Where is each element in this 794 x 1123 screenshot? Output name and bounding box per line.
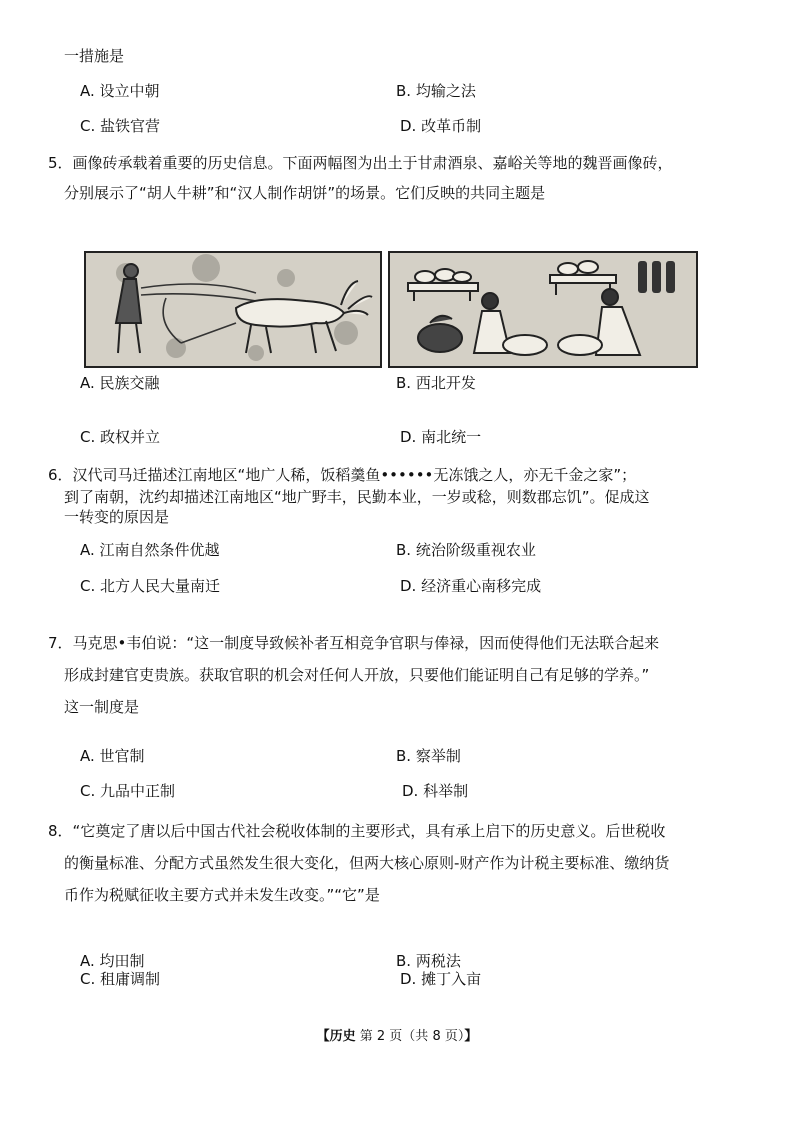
- q8-option-a: A. 均田制: [80, 952, 145, 970]
- q6-stem-line-1: 6．汉代司马迁描述江南地区“地广人稀，饭稻羹鱼••••••无冻饿之人，亦无千金之家”；: [48, 466, 637, 484]
- q6-stem-line-2: 到了南朝，沈约却描述江南地区“地广野丰，民勤本业，一岁或稔，则数郡忘饥”。促成这: [64, 488, 650, 506]
- footer-page-number: 第 2 页（共 8 页）: [355, 1029, 465, 1044]
- q5-option-d: D. 南北统一: [400, 428, 482, 446]
- footer-close-bracket: 】: [464, 1029, 478, 1044]
- q5-option-a: A. 民族交融: [80, 374, 160, 392]
- q4-option-b: B. 均输之法: [396, 82, 476, 100]
- q4-option-c: C. 盐铁官营: [80, 117, 161, 135]
- q5-option-b: B. 西北开发: [396, 374, 476, 392]
- q8-option-d: D. 摊丁入亩: [400, 970, 482, 988]
- brick-painting-making-pancakes: [388, 251, 698, 368]
- q8-option-b: B. 两税法: [396, 952, 461, 970]
- q8-option-c: C. 租庸调制: [80, 970, 161, 988]
- q7-option-d: D. 科举制: [402, 782, 469, 800]
- q7-stem-line-1: 7．马克思•韦伯说：“这一制度导致候补者互相竞争官职与俸禄，因而使得他们无法联合起来: [48, 634, 660, 652]
- page-footer: [0, 1028, 794, 1046]
- q7-option-b: B. 察举制: [396, 747, 461, 765]
- q4-option-a: A. 设立中朝: [80, 82, 160, 100]
- q7-option-a: A. 世官制: [80, 747, 145, 765]
- q6-option-c: C. 北方人民大量南迁: [80, 577, 221, 595]
- q6-option-a: A. 江南自然条件优越: [80, 541, 220, 559]
- q7-stem-line-3: 这一制度是: [64, 698, 140, 716]
- q4-stem-tail: 一措施是: [64, 47, 125, 65]
- q8-stem-line-1: 8．“它奠定了唐以后中国古代社会税收体制的主要形式，具有承上启下的历史意义。后世税收: [48, 822, 666, 840]
- q6-option-d: D. 经济重心南移完成: [400, 577, 542, 595]
- q6-option-b: B. 统治阶级重视农业: [396, 541, 536, 559]
- q5-option-c: C. 政权并立: [80, 428, 161, 446]
- q6-stem-line-3: 一转变的原因是: [64, 508, 170, 526]
- q5-stem-line-2: 分别展示了“胡人牛耕”和“汉人制作胡饼”的场景。它们反映的共同主题是: [64, 184, 546, 202]
- q5-stem-line-1: 5．画像砖承载着重要的历史信息。下面两幅图为出土于甘肃酒泉、嘉峪关等地的魏晋画像砖，: [48, 154, 673, 172]
- making-pancakes-illustration: [390, 253, 696, 366]
- q4-option-d: D. 改革币制: [400, 117, 482, 135]
- q8-stem-line-2: 的衡量标准、分配方式虽然发生很大变化，但两大核心原则-财产作为计税主要标准、缴纳货: [64, 854, 670, 872]
- q7-option-c: C. 九品中正制: [80, 782, 176, 800]
- q7-stem-line-2: 形成封建官吏贵族。获取官职的机会对任何人开放，只要他们能证明自己有足够的学养。”: [64, 666, 650, 684]
- q8-stem-line-3: 币作为税赋征收主要方式并未发生改变。”“它”是: [64, 886, 380, 904]
- ox-plowing-illustration: [86, 253, 380, 366]
- footer-subject: 历史: [329, 1029, 356, 1044]
- footer-open-bracket: 【: [316, 1029, 330, 1044]
- brick-painting-ox-plowing: [84, 251, 382, 368]
